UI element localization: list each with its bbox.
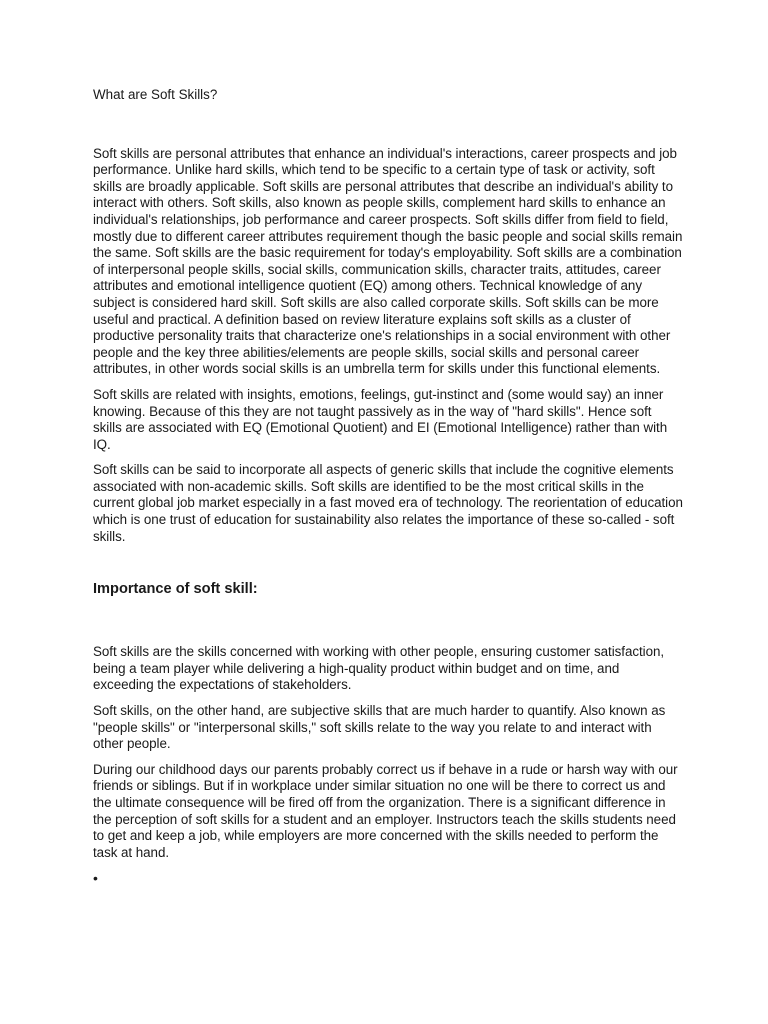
document-body — [93, 87, 683, 886]
importance-paragraph-3: During our childhood days our parents probably correct us if behave in a rude or harsh way with our friends or siblings. But if in workplace under similar situation no one will be there to correct us and the ultimate consequence will be fired off from the organization. There is a significant difference in the perception of soft skills for a student and an employer. Instructors teach the skills students need to get and keep a job, while employers are more concerned with the skills needed to perform the task at hand. — [93, 761, 678, 860]
section-heading-importance: Importance of soft skill: — [93, 581, 258, 598]
importance-paragraph-1: Soft skills are the skills concerned with working with other people, ensuring customer satisfaction, being a team player while delivering a high-quality product within budget and on time, and exceeding the expectations of stakeholders. — [93, 644, 665, 693]
document-title: What are Soft Skills? — [93, 87, 218, 102]
intro-paragraph-1: Soft skills are personal attributes that enhance an individual's interactions, career prospects and job performance. Unlike hard skills, which tend to be specific to a certain type of task or activity, soft skills are broadly applicable. Soft skills are personal attributes that describe an individual's ability to interact with others. Soft skills, also known as people skills, complement hard skills to enhance an individual's relationships, job performance and career prospects. Soft skills differ from field to field, mostly due to different career attributes requirement though the basic people and social skills remain the same. Soft skills are the basic requirement for today's employability. Soft skills are a combination of interpersonal people skills, social skills, communication skills, character traits, attitudes, career attributes and emotional intelligence quotient (EQ) among others. Technical knowledge of any subject is considered hard skill. Soft skills are also called corporate skills. Soft skills can be more useful and practical. A definition based on review literature explains soft skills as a cluster of productive personality traits that characterize one's relationships in a social environment with other people and the key three abilities/elements are people skills, social skills and personal career attributes, in other words social skills is an umbrella term for skills under this functional elements. — [93, 145, 683, 377]
importance-paragraph-2: Soft skills, on the other hand, are subjective skills that are much harder to quantify. Also known as "people skills" or "interpersonal skills," soft skills relate to the way you relate to and interact with other people. — [93, 703, 666, 752]
intro-paragraph-3: Soft skills can be said to incorporate all aspects of generic skills that include the cognitive elements associated with non-academic skills. Soft skills are identified to be the most critical skills in the current global job market especially in a fast moved era of technology. The reorientation of education which is one trust of education for sustainability also relates the importance of these so-called - soft skills. — [93, 462, 683, 544]
intro-paragraph-2: Soft skills are related with insights, emotions, feelings, gut-instinct and (some would say) an inner knowing. Because of this they are not taught passively as in the way of "hard skills". Hence soft skills are associated with EQ (Emotional Quotient) and EI (Emotional Intelligence) rather than with IQ. — [93, 386, 668, 452]
empty-bullet-item: • — [93, 870, 98, 887]
